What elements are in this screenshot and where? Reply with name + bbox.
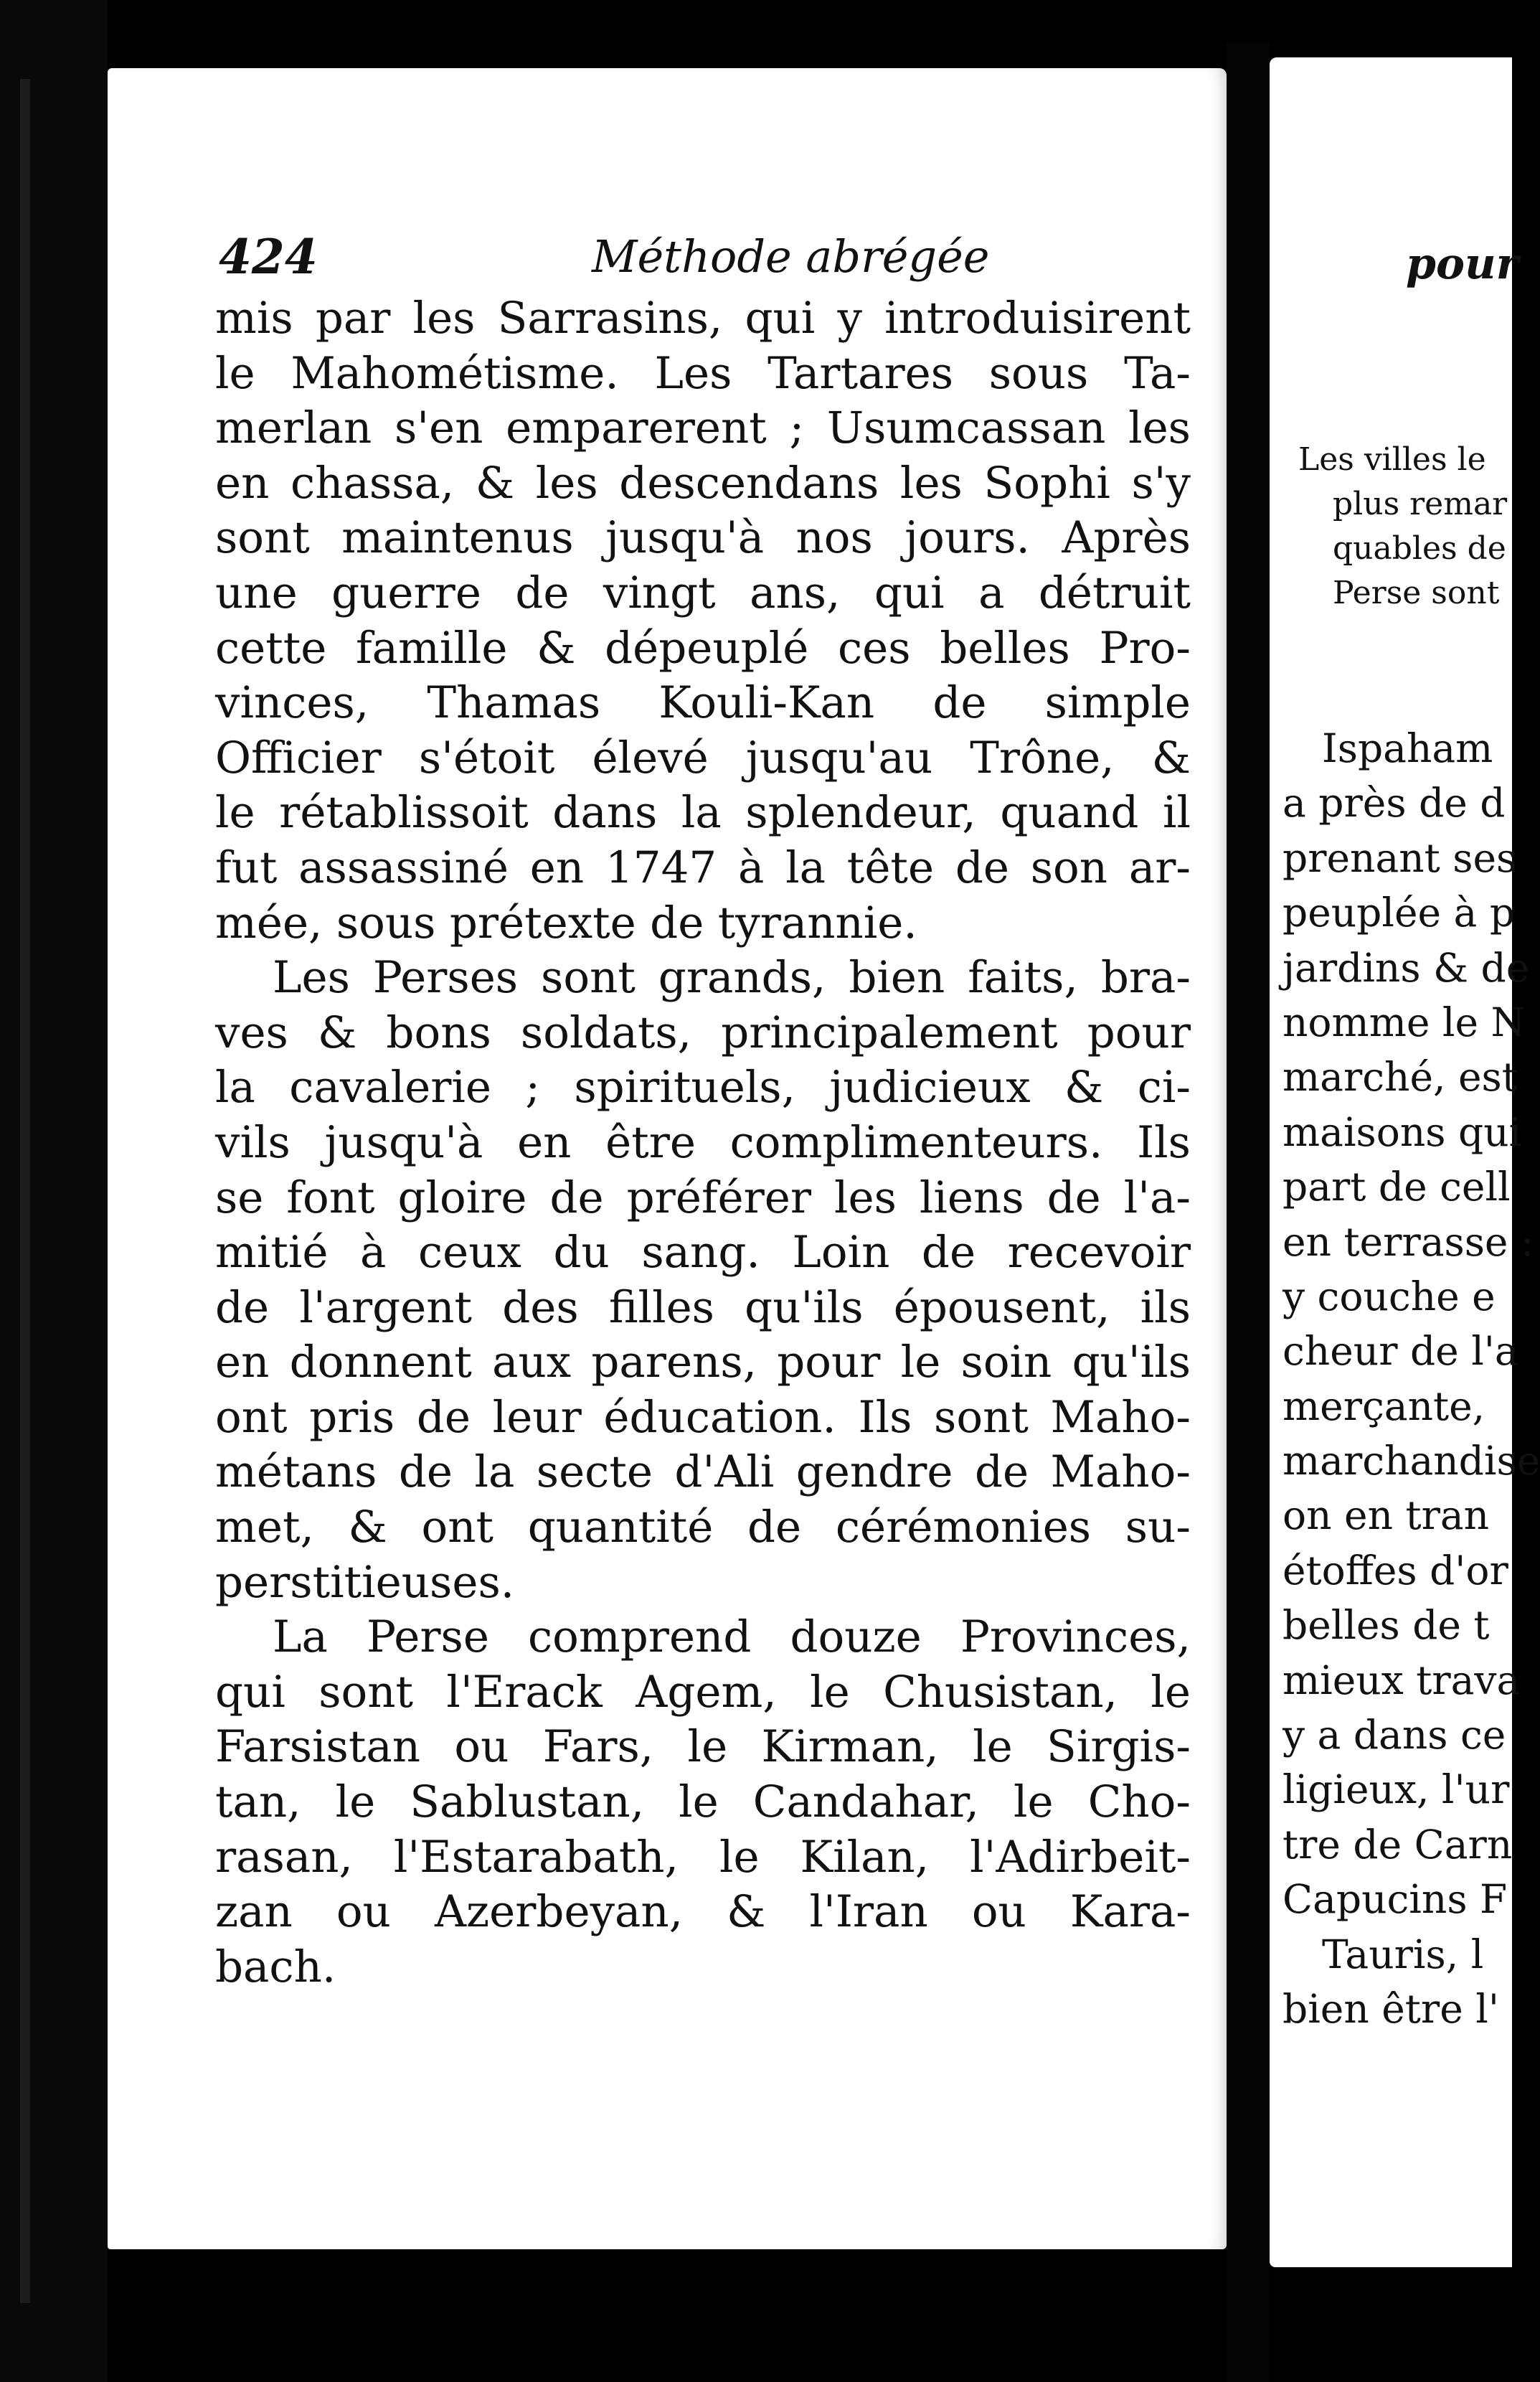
text-line: perstitieuses.: [215, 1556, 515, 1608]
text-line: ont pris de leur éducation. Ils sont Maho-: [215, 1391, 1191, 1443]
text-line: tan, le Sablustan, le Candahar, le Cho-: [215, 1776, 1191, 1828]
running-head: [219, 228, 1194, 286]
text-line: Officier s'étoit élevé jusqu'au Trône, &: [215, 732, 1191, 783]
text-line: Les Perses sont grands, bien faits, bra-: [273, 952, 1191, 1004]
text-line: sont maintenus jusqu'à nos jours. Après: [215, 512, 1191, 564]
text-line: cheur de l'a: [1282, 1328, 1518, 1375]
book-binding-left: [0, 0, 108, 2382]
text-line: en chassa, & les descendans les Sophi s'y: [215, 457, 1191, 509]
text-line: le rétablissoit dans la splendeur, quand il: [215, 787, 1191, 839]
next-page-running-head: pour: [1406, 239, 1519, 289]
text-line: la cavalerie ; spirituels, judicieux & ci-: [215, 1062, 1191, 1114]
text-line: y couche e: [1282, 1273, 1496, 1319]
text-line: ves & bons soldats, principalement pour: [215, 1007, 1191, 1058]
side-note-line: quables de: [1333, 530, 1506, 567]
text-line: bach.: [215, 1941, 336, 1992]
text-line: cette famille & dépeuplé ces belles Pro-: [215, 622, 1191, 674]
text-line: jardins & de: [1282, 944, 1530, 991]
text-line: part de cell: [1282, 1164, 1511, 1210]
text-line: de l'argent des filles qu'ils épousent, ils: [215, 1281, 1191, 1333]
text-line: Farsistan ou Fars, le Kirman, le Sirgis-: [215, 1721, 1191, 1773]
text-line: marché, est: [1282, 1054, 1518, 1101]
running-title: Méthode abrégée: [592, 230, 990, 283]
side-note: [1298, 438, 1507, 616]
side-note-line: plus remar: [1333, 486, 1508, 522]
book-gutter: [1227, 43, 1270, 2382]
text-line: qui sont l'Erack Agem, le Chusistan, le: [215, 1666, 1191, 1718]
text-line: prenant ses: [1282, 834, 1517, 881]
side-note-line: Les villes le: [1298, 441, 1486, 478]
text-line: une guerre de vingt ans, qui a détruit: [215, 567, 1191, 618]
text-line: nomme le N: [1282, 999, 1526, 1045]
text-line: belles de t: [1282, 1602, 1490, 1649]
text-line: tre de Carn: [1282, 1821, 1513, 1868]
text-line: fut assassiné en 1747 à la tête de son ar-: [215, 842, 1191, 893]
text-line: merçante,: [1282, 1383, 1485, 1429]
text-line: La Perse comprend douze Provinces,: [273, 1611, 1191, 1663]
text-line: met, & ont quantité de cérémonies su-: [215, 1502, 1191, 1553]
text-line: merlan s'en emparerent ; Usumcassan les: [215, 403, 1191, 454]
text-line: marchandise: [1282, 1438, 1540, 1484]
side-note-line: Perse sont: [1333, 575, 1500, 611]
text-line: mieux trava: [1282, 1657, 1521, 1703]
text-line: Ispaham: [1322, 725, 1493, 771]
text-line: mis par les Sarrasins, qui y introduisirent: [215, 293, 1191, 344]
text-line: on en tran: [1282, 1492, 1490, 1539]
text-line: Capucins F: [1282, 1876, 1508, 1923]
text-line: bien être l': [1282, 1985, 1499, 2032]
text-line: mitié à ceux du sang. Loin de recevoir: [215, 1227, 1191, 1279]
page-number: 424: [219, 229, 318, 285]
text-line: peuplée à p: [1282, 890, 1516, 936]
text-line: Tauris, l: [1322, 1931, 1484, 1977]
text-line: le Mahométisme. Les Tartares sous Ta-: [215, 347, 1191, 399]
text-line: rasan, l'Estarabath, le Kilan, l'Adirbeit-: [215, 1831, 1191, 1883]
body-text: [215, 291, 1191, 1995]
right-page-partial: [1270, 57, 1540, 2267]
text-line: ligieux, l'ur: [1282, 1766, 1510, 1813]
text-line: se font gloire de préférer les liens de l'a-: [215, 1172, 1191, 1223]
text-line: y a dans ce: [1282, 1712, 1506, 1759]
text-line: en donnent aux parens, pour le soin qu'ils: [215, 1337, 1191, 1388]
text-line: mée, sous prétexte de tyrannie.: [215, 897, 917, 948]
text-line: vils jusqu'à en être complimenteurs. Ils: [215, 1116, 1191, 1168]
text-line: zan ou Azerbeyan, & l'Iran ou Kara-: [215, 1886, 1191, 1938]
text-line: maisons qui: [1282, 1108, 1522, 1155]
text-line: étoffes d'or: [1282, 1547, 1508, 1594]
text-line: vinces, Thamas Kouli-Kan de simple: [215, 677, 1191, 729]
next-page-body-text: [1282, 721, 1540, 2036]
text-line: en terrasse :: [1282, 1218, 1534, 1265]
text-line: a près de d: [1282, 780, 1506, 827]
text-line: métans de la secte d'Ali gendre de Maho-: [215, 1446, 1191, 1498]
